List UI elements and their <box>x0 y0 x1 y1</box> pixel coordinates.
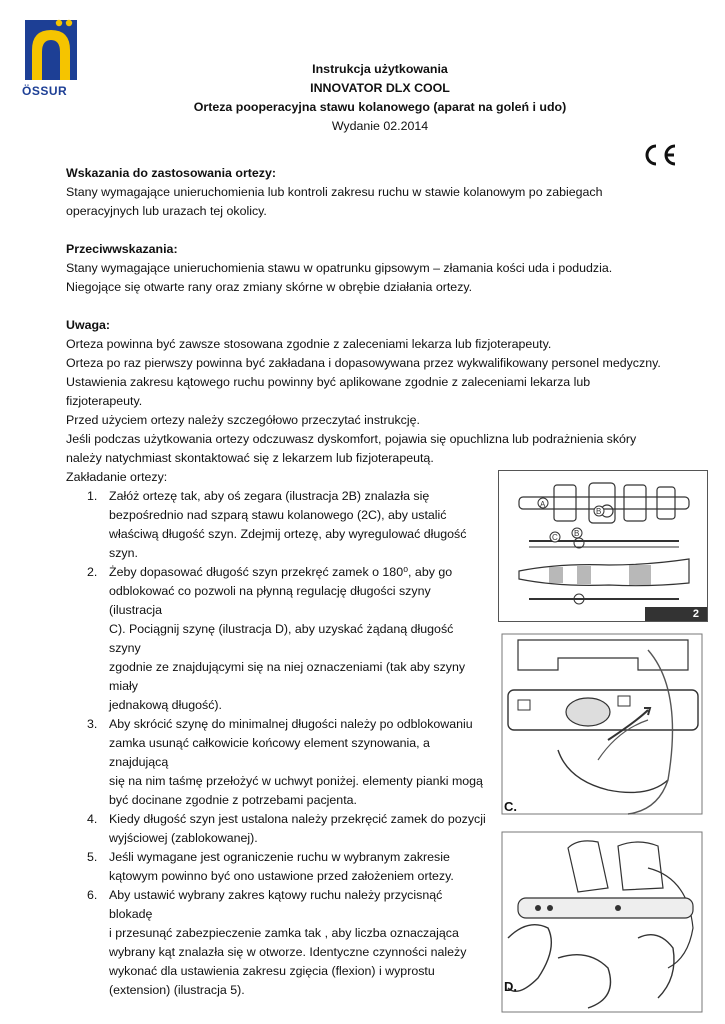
indications-line: operacyjnych lub urazach tej okolicy. <box>66 204 267 218</box>
step-line: Aby ustawić wybrany zakres kątowy ruchu należy przycisnąć blokadę <box>109 888 443 921</box>
step-line: i przesunąć zabezpieczenie zamka tak , aby liczba oznaczająca <box>109 926 459 940</box>
logo-brand-text: ÖSSUR <box>22 84 68 98</box>
step-line: szyn. <box>109 546 138 560</box>
warning-line: Przed użyciem ortezy należy szczegółowo przeczytać instrukcję. <box>66 413 420 427</box>
donning-heading: Zakładanie ortezy: <box>66 470 168 484</box>
header-description: Orteza pooperacyjna stawu kolanowego (aparat na goleń i udo) <box>193 100 567 114</box>
indications-heading: Wskazania do zastosowania ortezy: <box>66 166 277 180</box>
document-header <box>100 60 660 136</box>
contraindications-line: Stany wymagające unieruchomienia stawu w opatrunku gipsowym – złamania kości uda i podudzia. <box>66 261 613 275</box>
list-item <box>66 886 486 1000</box>
step-line: się na nim taśmę przełożyć w uchwyt poniżej. elementy pianki mogą <box>109 774 483 788</box>
header-product: INNOVATOR DLX COOL <box>310 81 450 95</box>
step-number: 4. <box>87 812 98 826</box>
donning-steps-list <box>66 487 486 1000</box>
step-line: (extension) (ilustracja 5). <box>109 983 245 997</box>
list-item <box>66 848 486 886</box>
callout-b2: B <box>574 529 580 538</box>
illustration-2 <box>498 470 708 622</box>
header-title: Instrukcja użytkowania <box>312 62 448 76</box>
brace-diagram-icon <box>499 471 707 619</box>
header-edition: Wydanie 02.2014 <box>331 119 429 133</box>
hinge-lock-drawing-icon <box>498 630 706 818</box>
step-line: Jeśli wymagane jest ograniczenie ruchu w wybranym zakresie <box>109 850 450 864</box>
step-line: wykonać dla ustawienia zakresu zgięcia (flexion) i wyprostu <box>109 964 435 978</box>
bar-extension-drawing-icon <box>498 828 706 1016</box>
step-line: zamka usunąć całkowicie końcowy element szynowania, a znajdującą <box>109 736 430 769</box>
step-line: właściwą długość szyn. Zdejmij ortezę, aby wyregulować długość <box>109 527 467 541</box>
warning-line: Orteza po raz pierwszy powinna być zakładana i dopasowywana przez wykwalifikowany personel medyczny. <box>66 356 661 370</box>
step-number: 6. <box>87 888 98 902</box>
step-line: Żeby dopasować długość szyn przekręć zamek o 180⁰, aby go <box>109 565 453 579</box>
step-number: 1. <box>87 489 98 503</box>
illustrations-column <box>498 470 708 1016</box>
step-line: wyjściowej (zablokowanej). <box>109 831 258 845</box>
illustration-number: 2 <box>645 607 707 621</box>
step-line: zgodnie ze znajdującymi się na niej oznaczeniami (tak aby szyny miały <box>109 660 466 693</box>
warning-line: Jeśli podczas użytkowania ortezy odczuwasz dyskomfort, pojawia się opuchlizna lub podrażnienia skóry <box>66 432 637 446</box>
step-line: Kiedy długość szyn jest ustalona należy przekręcić zamek do pozycji <box>109 812 486 826</box>
contraindications-line: Niegojące się otwarte rany oraz zmiany skórne w obrębie działania ortezy. <box>66 280 473 294</box>
callout-c: C <box>552 533 558 542</box>
warning-heading: Uwaga: <box>66 318 111 332</box>
list-item <box>66 487 486 563</box>
step-line: bezpośrednio nad szparą stawu kolanowego (2C), aby ustalić <box>109 508 447 522</box>
step-line: Załóż ortezę tak, aby oś zegara (ilustracja 2B) znalazła się <box>109 489 430 503</box>
contraindications-heading: Przeciwwskazania: <box>66 242 178 256</box>
callout-a: A <box>540 500 546 509</box>
list-item <box>66 715 486 810</box>
indications-line: Stany wymagające unieruchomienia lub kontroli zakresu ruchu w stawie kolanowym po zabiegach <box>66 185 603 199</box>
illustration-d-label: D. <box>504 979 517 994</box>
step-line: C). Pociągnij szynę (ilustracja D), aby uzyskać żądaną długość szyny <box>109 622 454 655</box>
step-line: odblokować co pozwoli na płynną regulację długości szyny (ilustracja <box>109 584 431 617</box>
step-number: 2. <box>87 565 98 579</box>
warning-line: fizjoterapeuty. <box>66 394 143 408</box>
step-line: być docinane zgodnie z potrzebami pacjenta. <box>109 793 357 807</box>
warning-line: Ustawienia zakresu kątowego ruchu powinny być aplikowane zgodnie z zaleceniami lekarza lub <box>66 375 591 389</box>
illustration-c <box>498 630 708 818</box>
illustration-d <box>498 828 708 1016</box>
list-item <box>66 810 486 848</box>
warning-line: należy natychmiast skontaktować się z lekarzem lub fizjoterapeutą. <box>66 451 434 465</box>
step-line: Aby skrócić szynę do minimalnej długości należy po odblokowaniu <box>109 717 473 731</box>
list-item <box>66 563 486 715</box>
step-number: 3. <box>87 717 98 731</box>
step-line: jednakową długość). <box>109 698 222 712</box>
illustration-c-label: C. <box>504 799 517 814</box>
callout-b: B <box>596 507 602 516</box>
step-number: 5. <box>87 850 98 864</box>
step-line: wybrany kąt znalazła się w otworze. Identyczne czynności należy <box>109 945 467 959</box>
step-line: kątowym powinno być ono ustawione przed założeniem ortezy. <box>109 869 454 883</box>
warning-line: Orteza powinna być zawsze stosowana zgodnie z zaleceniami lekarza lub fizjoterapeuty. <box>66 337 552 351</box>
